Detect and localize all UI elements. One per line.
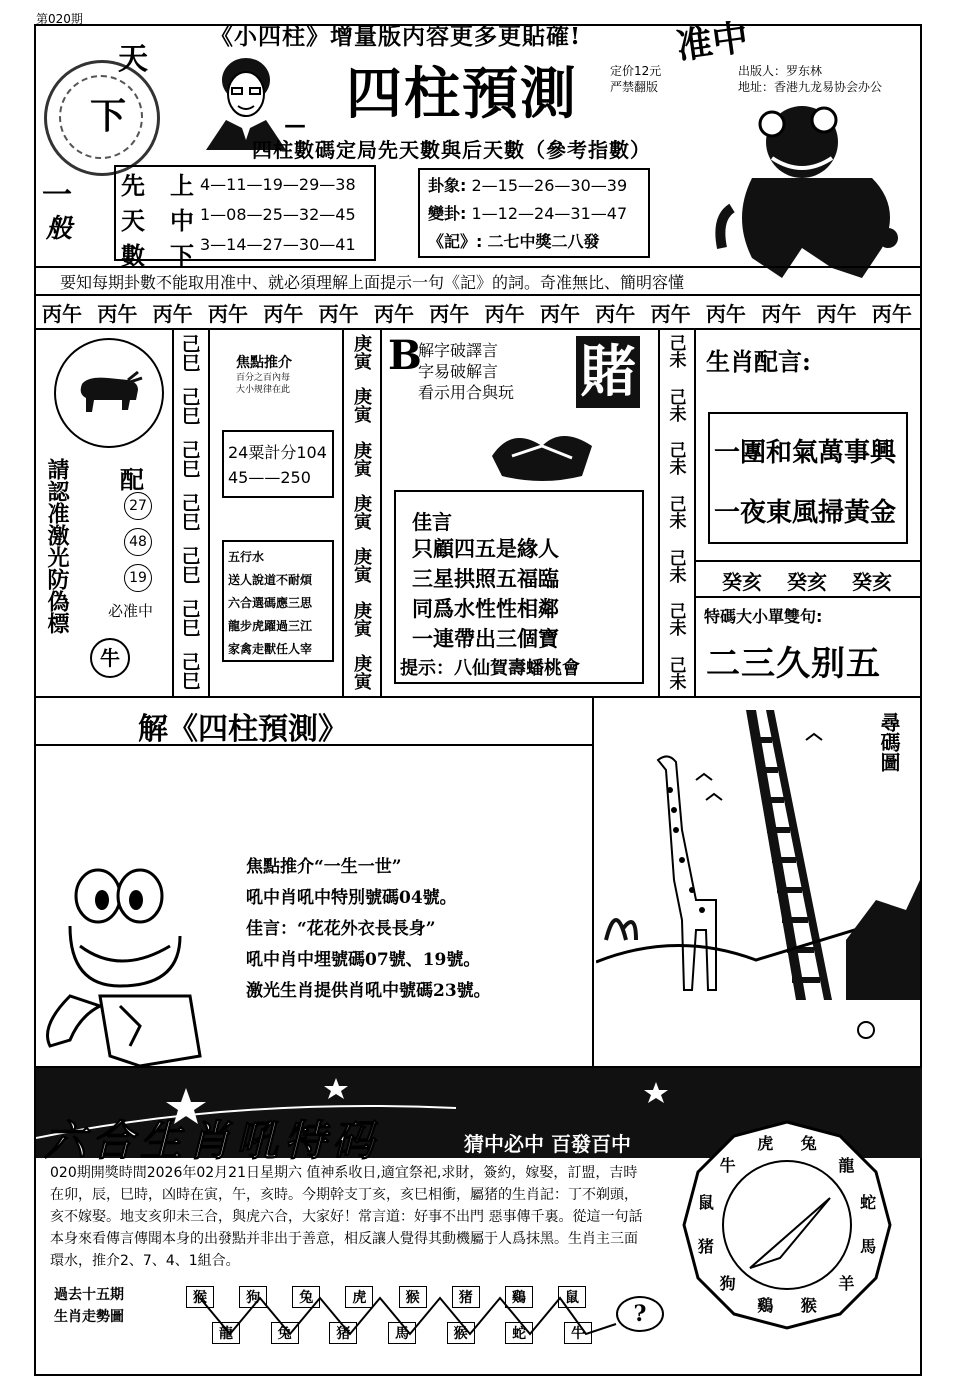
bingwu-cell: 丙午: [816, 302, 857, 326]
dash-mark: —: [284, 112, 306, 138]
score-line: 24粟計分104: [228, 443, 327, 462]
explain-line: 吼中肖中埋號碼07號、19號。: [246, 950, 481, 970]
issue-number: 第020期: [36, 12, 83, 26]
trend-item: 蛇: [505, 1322, 533, 1344]
trend-item: 猪: [452, 1286, 480, 1308]
side-char-1: 一: [42, 178, 72, 213]
explain-line: 焦點推介“一生一世”: [246, 857, 402, 877]
bingwu-cell: 丙午: [97, 302, 138, 326]
jiayan-hint: 提示：八仙賀壽蟠桃會: [400, 658, 580, 679]
jiwei-cell: 己未: [665, 334, 686, 368]
niu-badge: 牛: [90, 638, 130, 678]
stamp-char-top: 天: [118, 42, 148, 77]
special-label: 特碼大小單雙句:: [704, 607, 823, 626]
publisher: 出版人：罗东林: [738, 64, 823, 78]
guihai-cell: 癸亥: [787, 570, 827, 594]
decode-line: 看示用合與玩: [418, 383, 515, 402]
innate-row: 1—08—25—32—45: [200, 205, 356, 224]
side-char-2: 般: [46, 214, 73, 244]
wheel-label: 狗: [719, 1274, 736, 1294]
question-badge: ?: [616, 1296, 664, 1332]
trend-item: 兔: [271, 1322, 299, 1344]
banner-title: 六合生肖吼特码: [44, 1116, 381, 1165]
wheel-label: 鷄: [757, 1296, 774, 1316]
verify-text: 請認准激光防偽標: [44, 458, 70, 634]
bingwu-cell: 丙午: [705, 302, 746, 326]
innate-row: 4—11—19—29—38: [200, 175, 356, 194]
focus-title: 焦點推介: [236, 355, 292, 371]
jiwei-cell: 己未: [665, 387, 686, 422]
jiwei-cell: 己未: [665, 602, 686, 637]
pei-label: 配: [120, 465, 144, 494]
gengyin-cell: 庚寅: [351, 653, 372, 690]
trend-item: 牛: [564, 1322, 592, 1344]
zhun-zhong-mark: 准中: [673, 16, 751, 68]
trend-item: 鷄: [505, 1286, 533, 1308]
zodiac-title: 生肖配言:: [706, 347, 811, 376]
bingwu-cell: 丙午: [152, 302, 193, 326]
bizhun-label: 必准中: [108, 602, 154, 620]
gua-value: 1—12—24—31—47: [471, 204, 628, 223]
jiayan-line: 一連帶出三個寶: [412, 626, 559, 651]
zodiac-wheel: [680, 1118, 894, 1332]
trend-item: 鼠: [558, 1286, 586, 1308]
gengyin-cell: 庚寅: [351, 440, 372, 477]
zodiac-line: 一團和氣萬事興: [714, 438, 897, 468]
innate-sublabel: 下: [170, 241, 194, 270]
wheel-label: 馬: [860, 1236, 877, 1256]
innate-labels: [118, 166, 148, 270]
slogan: 《小四柱》增量版内容更多更貼確!: [210, 23, 582, 50]
decorative-image: [482, 416, 622, 492]
gengyin-cell: 庚寅: [351, 334, 372, 370]
trend-item: 虎: [345, 1286, 373, 1308]
cartoon-frog-image: [40, 856, 210, 1070]
innate-row: 3—14—27—30—41: [200, 235, 356, 254]
jiwei-cell: 己未: [665, 655, 686, 690]
address: 地址：香港九龙易协会办公: [738, 80, 883, 94]
wuxing-line: 五行水: [228, 550, 265, 564]
explain-lines: [246, 852, 491, 1007]
trend-item: 狗: [239, 1286, 267, 1308]
bingwu-cell: 丙午: [318, 302, 359, 326]
gengyin-cell: 庚寅: [351, 547, 372, 584]
bingwu-cell: 丙午: [207, 302, 248, 326]
trend-item: 猪: [329, 1322, 357, 1344]
innate-sublabel: 上: [170, 171, 194, 200]
trend-label: 過去十五期: [54, 1287, 124, 1303]
jisi-cell: 己巳: [178, 334, 201, 372]
wheel-label: 蛇: [860, 1193, 877, 1213]
gua-label: 卦象:: [428, 176, 467, 195]
gua-rows: [428, 172, 627, 256]
special-text: 二三久别五: [706, 644, 881, 684]
gengyin-cell: 庚寅: [351, 387, 372, 424]
jisi-cell: 己巳: [178, 546, 201, 584]
gengyin-cell: 庚寅: [351, 600, 372, 637]
giraffe-ladder-image: [596, 700, 920, 1062]
bingwu-cell: 丙午: [871, 302, 912, 326]
wuxing-lines: [228, 546, 312, 661]
bingwu-cell: 丙午: [373, 302, 414, 326]
trend-top-row: [186, 1286, 586, 1308]
jiayan-line: 三星拱照五福臨: [412, 566, 559, 591]
bigchar-box: 賭: [576, 336, 640, 408]
jiayan-line: 同爲水性性相鄰: [412, 596, 559, 621]
bingwu-cell: 丙午: [650, 302, 691, 326]
wheel-label: 鼠: [697, 1193, 714, 1213]
gua-value: 2—15—26—30—39: [471, 176, 628, 195]
innate-values: [200, 170, 356, 260]
trend-item: 馬: [388, 1322, 416, 1344]
jisi-cell: 己巳: [178, 652, 201, 690]
stamp-char-mid: 下: [90, 95, 127, 137]
focus-note: 百分之百內每: [236, 373, 291, 383]
explain-title: 解《四柱預測》: [138, 712, 348, 747]
trend-item: 兔: [292, 1286, 320, 1308]
innate-label: 先: [121, 171, 145, 200]
pei-number: 48: [124, 528, 152, 556]
wuxing-line: 家禽走獸任人宰: [228, 642, 313, 656]
pei-number: 19: [124, 564, 152, 592]
wheel-outline: [680, 1118, 894, 1332]
explain-line: 激光生肖提供肖吼中號碼23號。: [246, 981, 491, 1001]
wuxing-line: 龍步虎躍過三江: [228, 619, 313, 633]
pei-number: 27: [124, 492, 152, 520]
innate-label: 數: [121, 241, 145, 270]
gua-value: 二七中獎二八發: [487, 232, 600, 251]
wheel-label: 牛: [719, 1155, 736, 1175]
wheel-label: 猪: [697, 1236, 714, 1256]
wuxing-line: 送人說道不耐煩: [228, 573, 313, 587]
wheel-label: 虎: [757, 1133, 774, 1153]
decode-letter: B: [388, 332, 422, 379]
xunma-label: 尋碼圖: [877, 712, 901, 772]
jisi-cell: 己巳: [178, 440, 201, 478]
wheel-label: 龍: [838, 1155, 855, 1175]
bingwu-cell: 丙午: [42, 302, 82, 326]
bingwu-cell: 丙午: [595, 302, 636, 326]
zodiac-line: 一夜東風掃黃金: [714, 498, 897, 528]
guihai-cell: 癸亥: [852, 570, 892, 594]
jiwei-column: [662, 334, 690, 690]
score-line: 45——250: [228, 468, 311, 487]
jiayan-line: 只顧四五是緣人: [412, 536, 559, 561]
explain-line: 吼中肖吼中特別號碼04號。: [246, 888, 457, 908]
innate-sublabels: [168, 166, 196, 270]
bingwu-cell: 丙午: [263, 302, 304, 326]
lion-image: [712, 98, 908, 288]
trend-item: 猴: [186, 1286, 214, 1308]
wuxing-line: 六合選碼應三思: [228, 596, 313, 610]
banner-tag: 猜中必中 百發百中: [464, 1132, 631, 1156]
ox-icon: [68, 366, 146, 418]
trend-item: 猴: [399, 1286, 427, 1308]
innate-sublabel: 中: [170, 206, 194, 235]
decode-line: 解字破譯言: [418, 341, 499, 360]
trend-item: 龍: [212, 1322, 240, 1344]
decode-lines: [418, 340, 514, 403]
bingwu-row: [42, 298, 912, 327]
jisi-cell: 己巳: [178, 387, 201, 425]
jiayan-lines: [412, 534, 559, 654]
wheel-label: 羊: [838, 1274, 855, 1294]
bingwu-cell: 丙午: [429, 302, 470, 326]
gua-label: 《記》:: [428, 232, 483, 251]
decode-line: 字易破解言: [418, 362, 499, 381]
bingwu-cell: 丙午: [484, 302, 525, 326]
gua-label: 變卦:: [428, 204, 467, 223]
explain-line: 佳言：“花花外衣長長身”: [246, 919, 436, 939]
jisi-column: [176, 334, 204, 690]
trend-label: 生肖走勢圖: [54, 1309, 124, 1325]
innate-label: 天: [121, 206, 145, 235]
notice-line: 要知每期卦數不能取用准中、就必須理解上面提示一句《記》的詞。奇准無比、簡明容懂: [60, 273, 685, 292]
gengyin-cell: 庚寅: [351, 493, 372, 530]
guihai-row: [722, 566, 892, 595]
no-copy-label: 严禁翻版: [610, 80, 659, 94]
jisi-cell: 己巳: [178, 599, 201, 637]
wheel-label: 兔: [800, 1133, 817, 1153]
jiayan-title: 佳言: [412, 510, 452, 534]
jisi-cell: 己巳: [178, 493, 201, 531]
jiwei-cell: 己未: [665, 441, 686, 476]
info-paragraph: 020期開獎時間2026年02月21日星期六 值神系收日,適宜祭祀,求財，簽約，嫁娶，訂盟，吉時在卯，辰，巳時，凶時在寅，午，亥時。今期幹支丁亥，亥巳相衝，屬猪的生肖記：丁不剃頭，亥不嫁娶。地支亥卯未三合，與虎六合，大家好！常言道：好事不出門 惡事傳千裏。從這一句話本身來看傳言傳聞本身的出發點并非出于善意，相反讓人覺得其動機屬于人爲抹黑。生肖主三面環水，推介2、7、4、1組合。: [50, 1165, 643, 1269]
trend-item: 猴: [447, 1322, 475, 1344]
bingwu-cell: 丙午: [761, 302, 802, 326]
gengyin-column: [346, 334, 376, 690]
jiwei-cell: 己未: [665, 494, 686, 529]
subtitle: 四柱數碼定局先天數與后天數（參考指數）: [252, 138, 651, 162]
wheel-label: 猴: [800, 1296, 817, 1316]
guihai-cell: 癸亥: [722, 570, 762, 594]
bingwu-cell: 丙午: [539, 302, 580, 326]
price-label: 定价12元: [610, 64, 662, 78]
focus-note: 大小规律在此: [236, 385, 291, 395]
trend-bottom-row: [212, 1322, 592, 1344]
main-title: 四柱預測: [346, 61, 578, 127]
jiwei-cell: 己未: [665, 548, 686, 583]
